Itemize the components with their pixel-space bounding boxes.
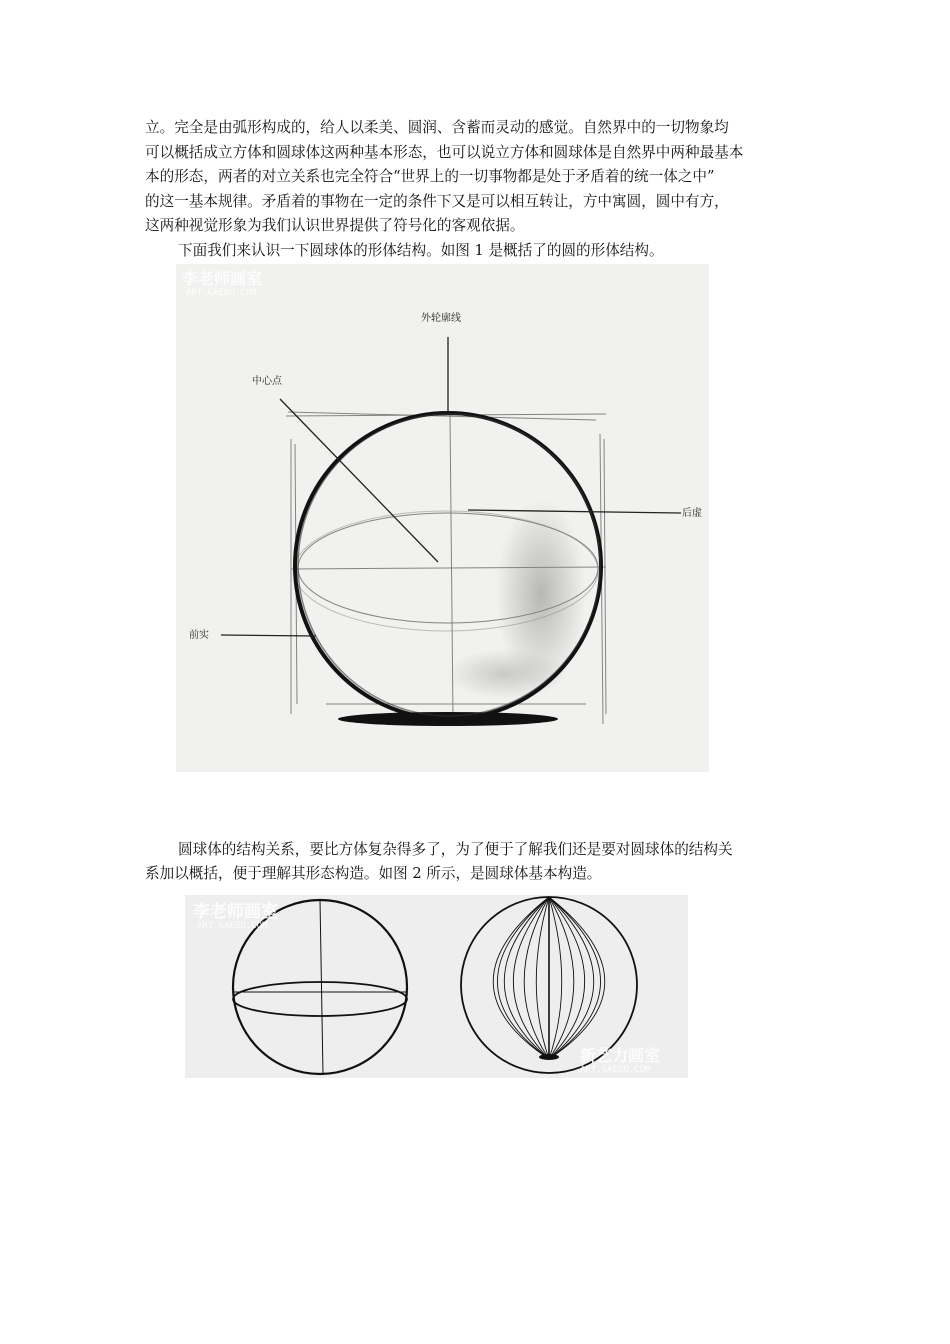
meridian-line <box>497 897 549 1059</box>
sphere-drawing <box>176 264 709 772</box>
meridian-line <box>549 897 601 1059</box>
intro-paragraph <box>145 116 815 239</box>
structure-paragraph-line2: 系加以概括，便于理解其形态构造。如图 2 所示，是圆球体基本构造。 <box>145 865 602 882</box>
paragraph-line: 立。完全是由弧形构成的，给人以柔美、圆润、含蓄而灵动的感觉。自然界中的一切物象均 <box>145 119 729 136</box>
watermark-logo: 李老师画室 <box>182 269 263 288</box>
watermark-logo-2: 新艺力画室 <box>580 1046 661 1065</box>
label-back: 后虚 <box>682 508 702 519</box>
figure-2-sphere-construction <box>185 895 688 1078</box>
meridian-sphere <box>493 897 605 1059</box>
figure1-intro-text: 下面我们来认识一下圆球体的形体结构。如图 1 是概括了的圆的形体结构。 <box>178 242 664 259</box>
paragraph-line: 的这一基本规律。矛盾着的事物在一定的条件下又是可以相互转让，方中寓圆，圆中有方， <box>145 192 729 210</box>
paragraph-line: 可以概括成立方体和圆球体这两种基本形态，也可以说立方体和圆球体是自然界中两种最基本 <box>145 143 744 161</box>
watermark-url: ART.GAEDU.COM <box>186 288 257 298</box>
structure-paragraph-line1: 圆球体的结构关系，要比方体复杂得多了，为了便于了解我们还是要对圆球体的结构关 <box>178 841 733 858</box>
watermark-url-2: ART.GAEDU.COM <box>580 1065 651 1075</box>
label-front: 前实 <box>189 630 209 641</box>
meridian-line <box>549 897 562 1059</box>
label-center: 中心点 <box>252 376 282 387</box>
watermark-logo: 李老师画室 <box>193 902 278 922</box>
label-outline: 外轮廓线 <box>421 313 461 324</box>
watermark-url: ART.GAEDU.COM <box>197 921 268 931</box>
meridian-line <box>536 897 549 1059</box>
paragraph-line: 这两种视觉形象为我们认识世界提供了符号化的客观依据。 <box>145 217 525 234</box>
figure-1-sphere-structure <box>176 264 709 772</box>
paragraph-line: 本的形态，两者的对立关系也完全符合“世界上的一切事物都是处于矛盾着的统一体之中” <box>145 168 715 185</box>
